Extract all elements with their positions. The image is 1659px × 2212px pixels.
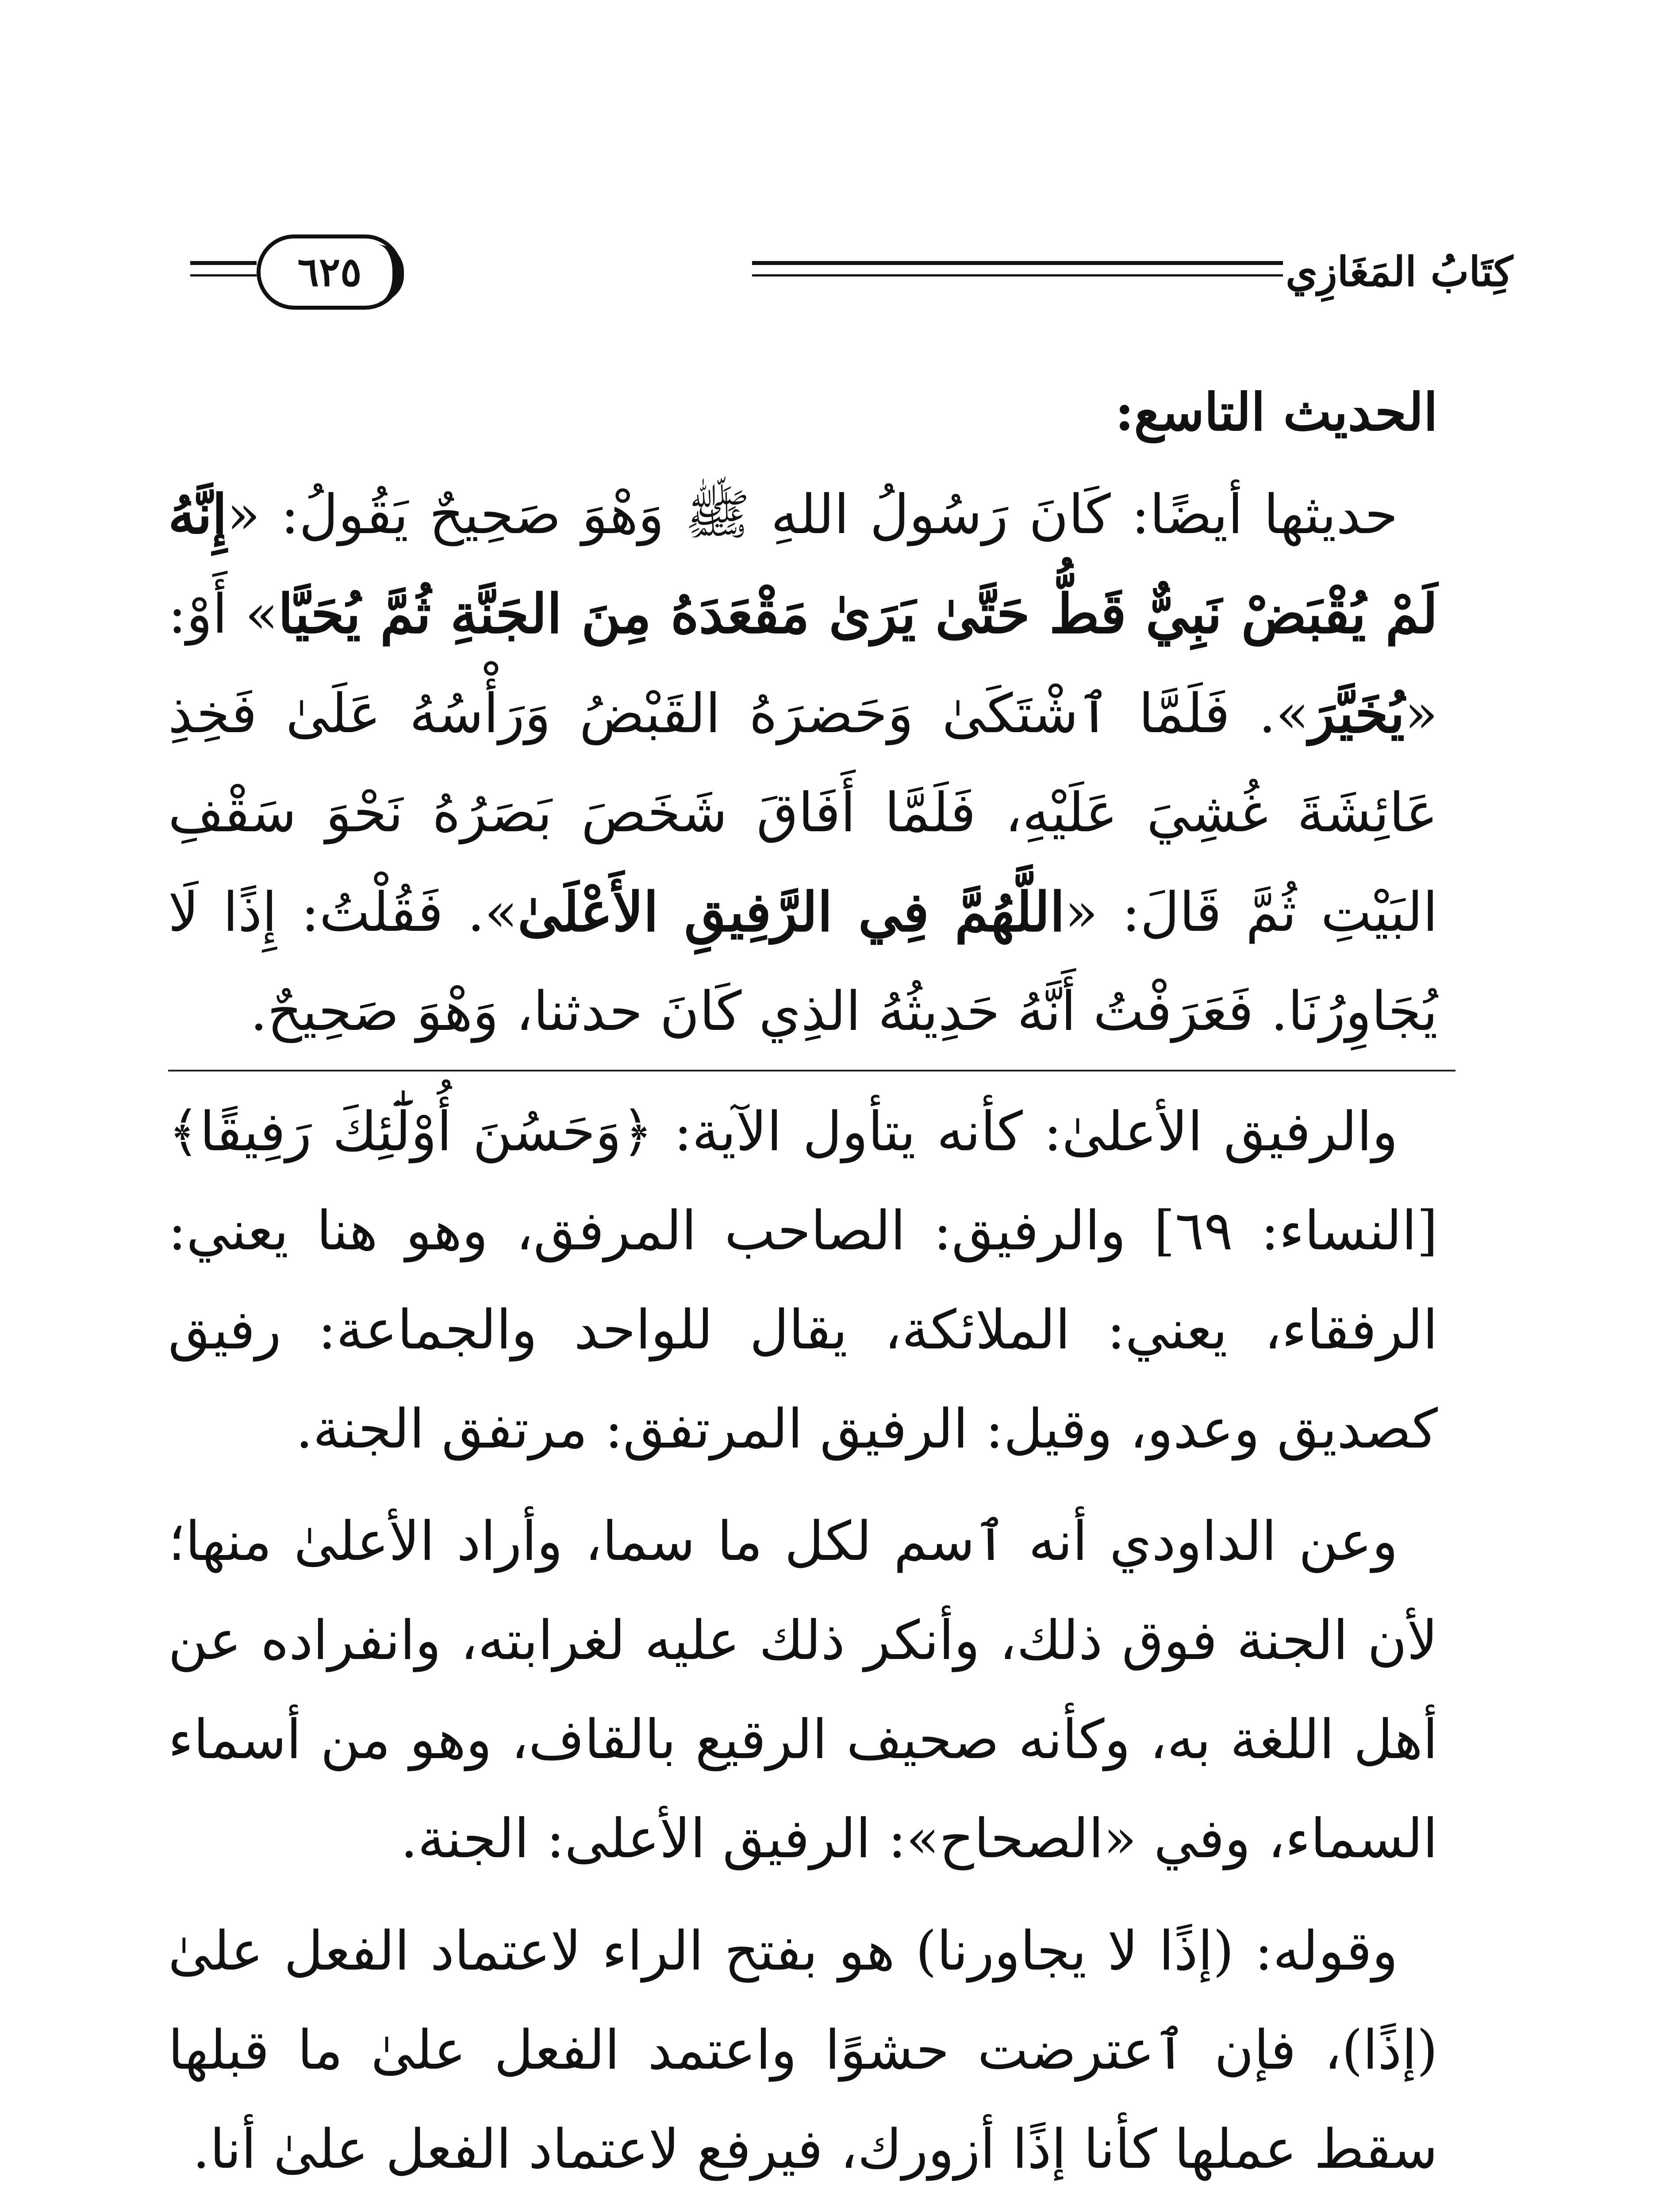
hadith-9-end: ». فَقُلْتُ: إِذًا لَا يُجَاوِرُنَا. فَعَرَفْتُ أَنَّهُ حَدِيثُهُ الذِي كَانَ حدثنا، وَهْوَ صَحِيحٌ. bbox=[168, 881, 1438, 1043]
header-rule-right-bottom bbox=[752, 274, 1283, 276]
header-rule-right-top bbox=[752, 261, 1283, 265]
hadith-9-text bbox=[168, 465, 1438, 1061]
header-rule-left-bottom bbox=[190, 274, 257, 276]
header-rule-left-top bbox=[190, 261, 257, 265]
hadith-9-quote-2: يُخَيَّرَ bbox=[1309, 681, 1405, 745]
hadith-9-mid-2: ». فَلَمَّا ٱشْتَكَىٰ وَحَضرَهُ القَبْضُ وَرَأْسُهُ عَلَىٰ فَخِذِ عَائِشَةَ غُشِيَ عَلَيْهِ، فَلَمَّا أَفَاقَ شَخَصَ بَصَرُهُ نَحْوَ سَقْفِ البَيْتِ ثُمَّ قَالَ: « bbox=[168, 682, 1438, 944]
page-number-badge bbox=[257, 234, 403, 310]
hadith-9-quote-1: إِنَّهُ لَمْ يُقْبَضْ نَبِيٌّ قَطُّ حَتَّىٰ يَرَىٰ مَقْعَدَهُ مِنَ الجَنَّةِ ثُمَّ يُحَيَّا bbox=[168, 482, 1438, 645]
running-header bbox=[190, 230, 1513, 319]
page-body bbox=[168, 363, 1438, 2212]
page-number: ٦٢٥ bbox=[297, 249, 362, 296]
commentary-paragraph-2: وعن الداودي أنه ٱسم لكل ما سما، وأراد الأعلىٰ منها؛ لأن الجنة فوق ذلك، وأنكر ذلك عليه لغرابته، وانفراده عن أهل اللغة به، وكأنه صحيف الرقيع بالقاف، وهو من أسماء السماء، وفي «الصحاح»: الرفيق الأعلى: الجنة. bbox=[168, 1510, 1438, 1870]
hadith-9-mid-1: » أَوْ: « bbox=[168, 583, 1438, 745]
hadith-9-intro: حديثها أيضًا: كَانَ رَسُولُ اللهِ ﷺ وَهْوَ صَحِيحٌ يَقُولُ: « bbox=[227, 483, 1398, 546]
commentary-paragraph-3: وقوله: (إذًا لا يجاورنا) هو بفتح الراء لاعتماد الفعل علىٰ (إذًا)، فإن ٱعترضت حشوًا واعتمد الفعل علىٰ ما قبلها سقط عملها كأنا إذًا أزورك، فيرفع لاعتماد الفعل علىٰ أنا. bbox=[168, 1920, 1438, 2181]
section-divider bbox=[168, 1070, 1455, 1071]
book-title: كِتَابُ المَغَازِي bbox=[1286, 248, 1513, 296]
hadith-9-quote-3: اللَّهُمَّ فِي الرَّفِيقِ الأَعْلَىٰ bbox=[517, 880, 1065, 944]
commentary-paragraph-1: والرفيق الأعلىٰ: كأنه يتأول الآية: ﴿وَحَسُنَ أُوْلَٰٓئِكَ رَفِيقًا﴾ [النساء: ٦٩] والرفيق: الصاحب المرفق، وهو هنا يعني: الرفقاء، يعني: الملائكة، يقال للواحد والجماعة: رفيق كصديق وعدو، وقيل: الرفيق المرتفق: مرتفق الجنة. bbox=[168, 1100, 1438, 1460]
hadith-9-heading: الحديث التاسع: bbox=[1115, 382, 1438, 442]
